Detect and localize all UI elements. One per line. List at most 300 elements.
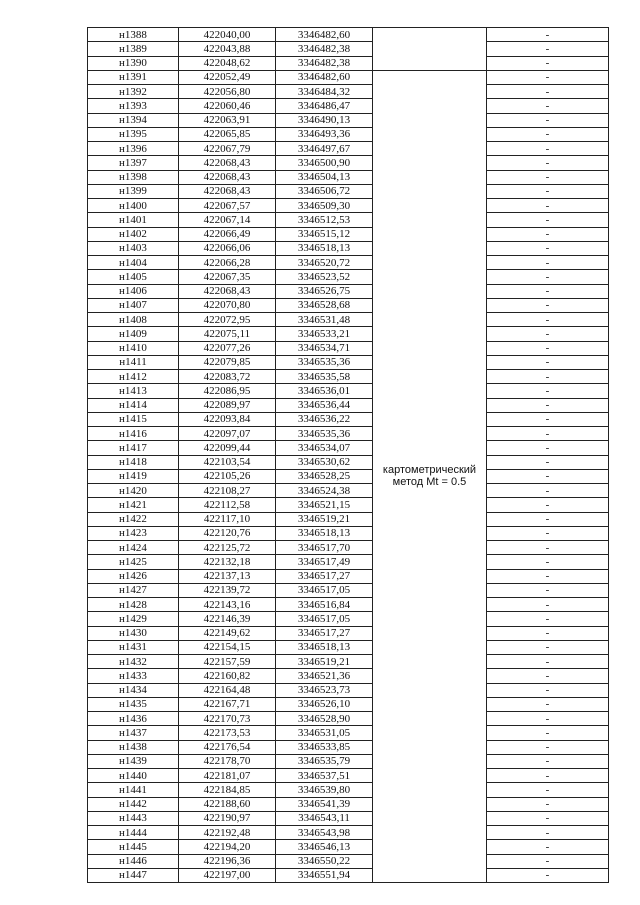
point-name-cell: н1399 — [88, 184, 179, 198]
precision-cell: - — [487, 184, 609, 198]
x-coordinate-cell: 422099,44 — [179, 441, 276, 455]
x-coordinate-cell: 422068,43 — [179, 156, 276, 170]
table-row — [88, 655, 609, 669]
y-coordinate-cell: 3346515,12 — [276, 227, 373, 241]
y-coordinate-cell: 3346517,05 — [276, 612, 373, 626]
table-row — [88, 484, 609, 498]
table-row — [88, 327, 609, 341]
precision-cell: - — [487, 612, 609, 626]
point-name-cell: н1401 — [88, 213, 179, 227]
table-row — [88, 28, 609, 42]
x-coordinate-cell: 422120,76 — [179, 526, 276, 540]
precision-cell: - — [487, 726, 609, 740]
x-coordinate-cell: 422067,57 — [179, 199, 276, 213]
table-row — [88, 184, 609, 198]
precision-cell: - — [487, 598, 609, 612]
table-row — [88, 370, 609, 384]
table-row — [88, 127, 609, 141]
x-coordinate-cell: 422197,00 — [179, 868, 276, 882]
method-blank-cell — [373, 28, 487, 71]
x-coordinate-cell: 422068,43 — [179, 184, 276, 198]
point-name-cell: н1408 — [88, 313, 179, 327]
y-coordinate-cell: 3346518,13 — [276, 241, 373, 255]
y-coordinate-cell: 3346531,48 — [276, 313, 373, 327]
y-coordinate-cell: 3346517,49 — [276, 555, 373, 569]
precision-cell: - — [487, 484, 609, 498]
precision-cell: - — [487, 256, 609, 270]
precision-cell: - — [487, 213, 609, 227]
point-name-cell: н1416 — [88, 427, 179, 441]
point-name-cell: н1421 — [88, 498, 179, 512]
y-coordinate-cell: 3346482,60 — [276, 70, 373, 84]
table-row — [88, 712, 609, 726]
y-coordinate-cell: 3346535,36 — [276, 427, 373, 441]
point-name-cell: н1420 — [88, 484, 179, 498]
y-coordinate-cell: 3346517,27 — [276, 569, 373, 583]
point-name-cell: н1443 — [88, 811, 179, 825]
precision-cell: - — [487, 341, 609, 355]
precision-cell: - — [487, 70, 609, 84]
point-name-cell: н1446 — [88, 854, 179, 868]
x-coordinate-cell: 422117,10 — [179, 512, 276, 526]
table-row — [88, 526, 609, 540]
x-coordinate-cell: 422170,73 — [179, 712, 276, 726]
table-row — [88, 398, 609, 412]
point-name-cell: н1404 — [88, 256, 179, 270]
point-name-cell: н1417 — [88, 441, 179, 455]
x-coordinate-cell: 422066,49 — [179, 227, 276, 241]
point-name-cell: н1445 — [88, 840, 179, 854]
point-name-cell: н1442 — [88, 797, 179, 811]
y-coordinate-cell: 3346519,21 — [276, 655, 373, 669]
x-coordinate-cell: 422067,35 — [179, 270, 276, 284]
x-coordinate-cell: 422086,95 — [179, 384, 276, 398]
x-coordinate-cell: 422056,80 — [179, 85, 276, 99]
precision-cell: - — [487, 170, 609, 184]
x-coordinate-cell: 422190,97 — [179, 811, 276, 825]
table-row — [88, 868, 609, 882]
table-row — [88, 811, 609, 825]
point-name-cell: н1447 — [88, 868, 179, 882]
point-name-cell: н1439 — [88, 754, 179, 768]
coordinates-table — [87, 27, 609, 883]
x-coordinate-cell: 422164,48 — [179, 683, 276, 697]
table-row — [88, 555, 609, 569]
x-coordinate-cell: 422066,28 — [179, 256, 276, 270]
table-row — [88, 769, 609, 783]
table-row — [88, 740, 609, 754]
x-coordinate-cell: 422196,36 — [179, 854, 276, 868]
point-name-cell: н1435 — [88, 697, 179, 711]
y-coordinate-cell: 3346517,05 — [276, 583, 373, 597]
x-coordinate-cell: 422075,11 — [179, 327, 276, 341]
precision-cell: - — [487, 754, 609, 768]
precision-cell: - — [487, 313, 609, 327]
precision-cell: - — [487, 740, 609, 754]
x-coordinate-cell: 422137,13 — [179, 569, 276, 583]
precision-cell: - — [487, 412, 609, 426]
precision-cell: - — [487, 427, 609, 441]
point-name-cell: н1398 — [88, 170, 179, 184]
y-coordinate-cell: 3346500,90 — [276, 156, 373, 170]
x-coordinate-cell: 422154,15 — [179, 640, 276, 654]
point-name-cell: н1418 — [88, 455, 179, 469]
table-row — [88, 840, 609, 854]
table-row — [88, 284, 609, 298]
x-coordinate-cell: 422072,95 — [179, 313, 276, 327]
y-coordinate-cell: 3346550,22 — [276, 854, 373, 868]
y-coordinate-cell: 3346537,51 — [276, 769, 373, 783]
table-row — [88, 113, 609, 127]
y-coordinate-cell: 3346482,38 — [276, 42, 373, 56]
precision-cell: - — [487, 769, 609, 783]
table-row — [88, 697, 609, 711]
precision-cell: - — [487, 455, 609, 469]
y-coordinate-cell: 3346533,85 — [276, 740, 373, 754]
table-row — [88, 341, 609, 355]
y-coordinate-cell: 3346519,21 — [276, 512, 373, 526]
table-row — [88, 170, 609, 184]
precision-cell: - — [487, 384, 609, 398]
x-coordinate-cell: 422173,53 — [179, 726, 276, 740]
x-coordinate-cell: 422068,43 — [179, 170, 276, 184]
table-row — [88, 412, 609, 426]
point-name-cell: н1388 — [88, 28, 179, 42]
point-name-cell: н1428 — [88, 598, 179, 612]
point-name-cell: н1438 — [88, 740, 179, 754]
x-coordinate-cell: 422192,48 — [179, 826, 276, 840]
table-row — [88, 355, 609, 369]
point-name-cell: н1411 — [88, 355, 179, 369]
y-coordinate-cell: 3346521,36 — [276, 669, 373, 683]
point-name-cell: н1391 — [88, 70, 179, 84]
y-coordinate-cell: 3346536,22 — [276, 412, 373, 426]
y-coordinate-cell: 3346528,25 — [276, 469, 373, 483]
point-name-cell: н1409 — [88, 327, 179, 341]
x-coordinate-cell: 422043,88 — [179, 42, 276, 56]
x-coordinate-cell: 422052,49 — [179, 70, 276, 84]
precision-cell: - — [487, 526, 609, 540]
point-name-cell: н1424 — [88, 541, 179, 555]
x-coordinate-cell: 422048,62 — [179, 56, 276, 70]
y-coordinate-cell: 3346543,11 — [276, 811, 373, 825]
y-coordinate-cell: 3346539,80 — [276, 783, 373, 797]
y-coordinate-cell: 3346523,73 — [276, 683, 373, 697]
point-name-cell: н1415 — [88, 412, 179, 426]
table-row — [88, 427, 609, 441]
y-coordinate-cell: 3346484,32 — [276, 85, 373, 99]
x-coordinate-cell: 422066,06 — [179, 241, 276, 255]
y-coordinate-cell: 3346486,47 — [276, 99, 373, 113]
precision-cell: - — [487, 284, 609, 298]
point-name-cell: н1425 — [88, 555, 179, 569]
table-row — [88, 99, 609, 113]
point-name-cell: н1426 — [88, 569, 179, 583]
point-name-cell: н1396 — [88, 142, 179, 156]
point-name-cell: н1407 — [88, 298, 179, 312]
point-name-cell: н1444 — [88, 826, 179, 840]
y-coordinate-cell: 3346535,58 — [276, 370, 373, 384]
precision-cell: - — [487, 697, 609, 711]
point-name-cell: н1403 — [88, 241, 179, 255]
point-name-cell: н1431 — [88, 640, 179, 654]
x-coordinate-cell: 422108,27 — [179, 484, 276, 498]
table-row — [88, 56, 609, 70]
x-coordinate-cell: 422093,84 — [179, 412, 276, 426]
x-coordinate-cell: 422178,70 — [179, 754, 276, 768]
y-coordinate-cell: 3346533,21 — [276, 327, 373, 341]
point-name-cell: н1441 — [88, 783, 179, 797]
x-coordinate-cell: 422097,07 — [179, 427, 276, 441]
precision-cell: - — [487, 85, 609, 99]
x-coordinate-cell: 422132,18 — [179, 555, 276, 569]
precision-cell: - — [487, 811, 609, 825]
precision-cell: - — [487, 398, 609, 412]
precision-cell: - — [487, 227, 609, 241]
precision-cell: - — [487, 797, 609, 811]
table-row — [88, 669, 609, 683]
x-coordinate-cell: 422146,39 — [179, 612, 276, 626]
precision-cell: - — [487, 42, 609, 56]
point-name-cell: н1430 — [88, 626, 179, 640]
table-row — [88, 156, 609, 170]
precision-cell: - — [487, 868, 609, 882]
point-name-cell: н1436 — [88, 712, 179, 726]
precision-cell: - — [487, 655, 609, 669]
table-row — [88, 270, 609, 284]
x-coordinate-cell: 422089,97 — [179, 398, 276, 412]
table-row — [88, 241, 609, 255]
y-coordinate-cell: 3346535,79 — [276, 754, 373, 768]
point-name-cell: н1389 — [88, 42, 179, 56]
precision-cell: - — [487, 113, 609, 127]
precision-cell: - — [487, 270, 609, 284]
point-name-cell: н1405 — [88, 270, 179, 284]
precision-cell: - — [487, 854, 609, 868]
x-coordinate-cell: 422167,71 — [179, 697, 276, 711]
point-name-cell: н1406 — [88, 284, 179, 298]
y-coordinate-cell: 3346536,44 — [276, 398, 373, 412]
table-row — [88, 783, 609, 797]
point-name-cell: н1423 — [88, 526, 179, 540]
point-name-cell: н1395 — [88, 127, 179, 141]
precision-cell: - — [487, 626, 609, 640]
coordinates-sheet — [87, 27, 609, 883]
y-coordinate-cell: 3346490,13 — [276, 113, 373, 127]
y-coordinate-cell: 3346530,62 — [276, 455, 373, 469]
point-name-cell: н1402 — [88, 227, 179, 241]
x-coordinate-cell: 422067,79 — [179, 142, 276, 156]
x-coordinate-cell: 422077,26 — [179, 341, 276, 355]
precision-cell: - — [487, 199, 609, 213]
x-coordinate-cell: 422105,26 — [179, 469, 276, 483]
precision-cell: - — [487, 712, 609, 726]
x-coordinate-cell: 422068,43 — [179, 284, 276, 298]
y-coordinate-cell: 3346518,13 — [276, 640, 373, 654]
precision-cell: - — [487, 156, 609, 170]
y-coordinate-cell: 3346506,72 — [276, 184, 373, 198]
table-row — [88, 569, 609, 583]
table-row — [88, 854, 609, 868]
table-row — [88, 826, 609, 840]
table-row — [88, 142, 609, 156]
y-coordinate-cell: 3346528,90 — [276, 712, 373, 726]
table-row — [88, 612, 609, 626]
y-coordinate-cell: 3346551,94 — [276, 868, 373, 882]
y-coordinate-cell: 3346482,60 — [276, 28, 373, 42]
y-coordinate-cell: 3346520,72 — [276, 256, 373, 270]
point-name-cell: н1414 — [88, 398, 179, 412]
x-coordinate-cell: 422070,80 — [179, 298, 276, 312]
point-name-cell: н1422 — [88, 512, 179, 526]
table-row — [88, 213, 609, 227]
table-row — [88, 298, 609, 312]
x-coordinate-cell: 422067,14 — [179, 213, 276, 227]
point-name-cell: н1412 — [88, 370, 179, 384]
precision-cell: - — [487, 555, 609, 569]
x-coordinate-cell: 422143,16 — [179, 598, 276, 612]
precision-cell: - — [487, 241, 609, 255]
point-name-cell: н1393 — [88, 99, 179, 113]
x-coordinate-cell: 422112,58 — [179, 498, 276, 512]
y-coordinate-cell: 3346516,84 — [276, 598, 373, 612]
precision-cell: - — [487, 683, 609, 697]
point-name-cell: н1410 — [88, 341, 179, 355]
x-coordinate-cell: 422181,07 — [179, 769, 276, 783]
point-name-cell: н1440 — [88, 769, 179, 783]
x-coordinate-cell: 422103,54 — [179, 455, 276, 469]
y-coordinate-cell: 3346543,98 — [276, 826, 373, 840]
point-name-cell: н1429 — [88, 612, 179, 626]
method-label-line2: метод Mt = 0.5 — [392, 476, 467, 489]
x-coordinate-cell: 422065,85 — [179, 127, 276, 141]
precision-cell: - — [487, 840, 609, 854]
y-coordinate-cell: 3346526,75 — [276, 284, 373, 298]
y-coordinate-cell: 3346528,68 — [276, 298, 373, 312]
precision-cell: - — [487, 355, 609, 369]
y-coordinate-cell: 3346546,13 — [276, 840, 373, 854]
precision-cell: - — [487, 826, 609, 840]
table-row — [88, 498, 609, 512]
x-coordinate-cell: 422194,20 — [179, 840, 276, 854]
table-row — [88, 797, 609, 811]
table-row — [88, 256, 609, 270]
y-coordinate-cell: 3346523,52 — [276, 270, 373, 284]
y-coordinate-cell: 3346509,30 — [276, 199, 373, 213]
precision-cell: - — [487, 28, 609, 42]
table-row — [88, 42, 609, 56]
x-coordinate-cell: 422040,00 — [179, 28, 276, 42]
precision-cell: - — [487, 127, 609, 141]
precision-cell: - — [487, 469, 609, 483]
point-name-cell: н1392 — [88, 85, 179, 99]
method-label-line1: картометрический — [382, 464, 477, 477]
precision-cell: - — [487, 370, 609, 384]
x-coordinate-cell: 422157,59 — [179, 655, 276, 669]
y-coordinate-cell: 3346535,36 — [276, 355, 373, 369]
point-name-cell: н1390 — [88, 56, 179, 70]
coordinates-table-body — [88, 28, 609, 883]
y-coordinate-cell: 3346497,67 — [276, 142, 373, 156]
x-coordinate-cell: 422060,46 — [179, 99, 276, 113]
point-name-cell: н1433 — [88, 669, 179, 683]
point-name-cell: н1394 — [88, 113, 179, 127]
precision-cell: - — [487, 669, 609, 683]
precision-cell: - — [487, 142, 609, 156]
x-coordinate-cell: 422063,91 — [179, 113, 276, 127]
table-row — [88, 754, 609, 768]
x-coordinate-cell: 422188,60 — [179, 797, 276, 811]
precision-cell: - — [487, 512, 609, 526]
point-name-cell: н1434 — [88, 683, 179, 697]
point-name-cell: н1413 — [88, 384, 179, 398]
table-row — [88, 70, 609, 84]
point-name-cell: н1437 — [88, 726, 179, 740]
precision-cell: - — [487, 569, 609, 583]
table-row — [88, 384, 609, 398]
table-row — [88, 640, 609, 654]
table-row — [88, 583, 609, 597]
table-row — [88, 469, 609, 483]
x-coordinate-cell: 422139,72 — [179, 583, 276, 597]
precision-cell: - — [487, 583, 609, 597]
table-row — [88, 227, 609, 241]
table-row — [88, 455, 609, 469]
y-coordinate-cell: 3346531,05 — [276, 726, 373, 740]
x-coordinate-cell: 422184,85 — [179, 783, 276, 797]
precision-cell: - — [487, 541, 609, 555]
y-coordinate-cell: 3346482,38 — [276, 56, 373, 70]
table-row — [88, 85, 609, 99]
table-row — [88, 199, 609, 213]
y-coordinate-cell: 3346493,36 — [276, 127, 373, 141]
table-row — [88, 512, 609, 526]
x-coordinate-cell: 422125,72 — [179, 541, 276, 555]
y-coordinate-cell: 3346512,53 — [276, 213, 373, 227]
table-row — [88, 441, 609, 455]
point-name-cell: н1419 — [88, 469, 179, 483]
y-coordinate-cell: 3346534,07 — [276, 441, 373, 455]
x-coordinate-cell: 422149,62 — [179, 626, 276, 640]
measurement-method-cell — [373, 70, 487, 882]
x-coordinate-cell: 422083,72 — [179, 370, 276, 384]
precision-cell: - — [487, 298, 609, 312]
y-coordinate-cell: 3346534,71 — [276, 341, 373, 355]
y-coordinate-cell: 3346517,70 — [276, 541, 373, 555]
precision-cell: - — [487, 441, 609, 455]
y-coordinate-cell: 3346536,01 — [276, 384, 373, 398]
y-coordinate-cell: 3346518,13 — [276, 526, 373, 540]
precision-cell: - — [487, 56, 609, 70]
precision-cell: - — [487, 327, 609, 341]
table-row — [88, 626, 609, 640]
y-coordinate-cell: 3346521,15 — [276, 498, 373, 512]
precision-cell: - — [487, 783, 609, 797]
table-row — [88, 541, 609, 555]
y-coordinate-cell: 3346541,39 — [276, 797, 373, 811]
table-row — [88, 726, 609, 740]
x-coordinate-cell: 422079,85 — [179, 355, 276, 369]
y-coordinate-cell: 3346504,13 — [276, 170, 373, 184]
y-coordinate-cell: 3346524,38 — [276, 484, 373, 498]
table-row — [88, 598, 609, 612]
x-coordinate-cell: 422160,82 — [179, 669, 276, 683]
y-coordinate-cell: 3346517,27 — [276, 626, 373, 640]
precision-cell: - — [487, 640, 609, 654]
point-name-cell: н1400 — [88, 199, 179, 213]
precision-cell: - — [487, 99, 609, 113]
x-coordinate-cell: 422176,54 — [179, 740, 276, 754]
